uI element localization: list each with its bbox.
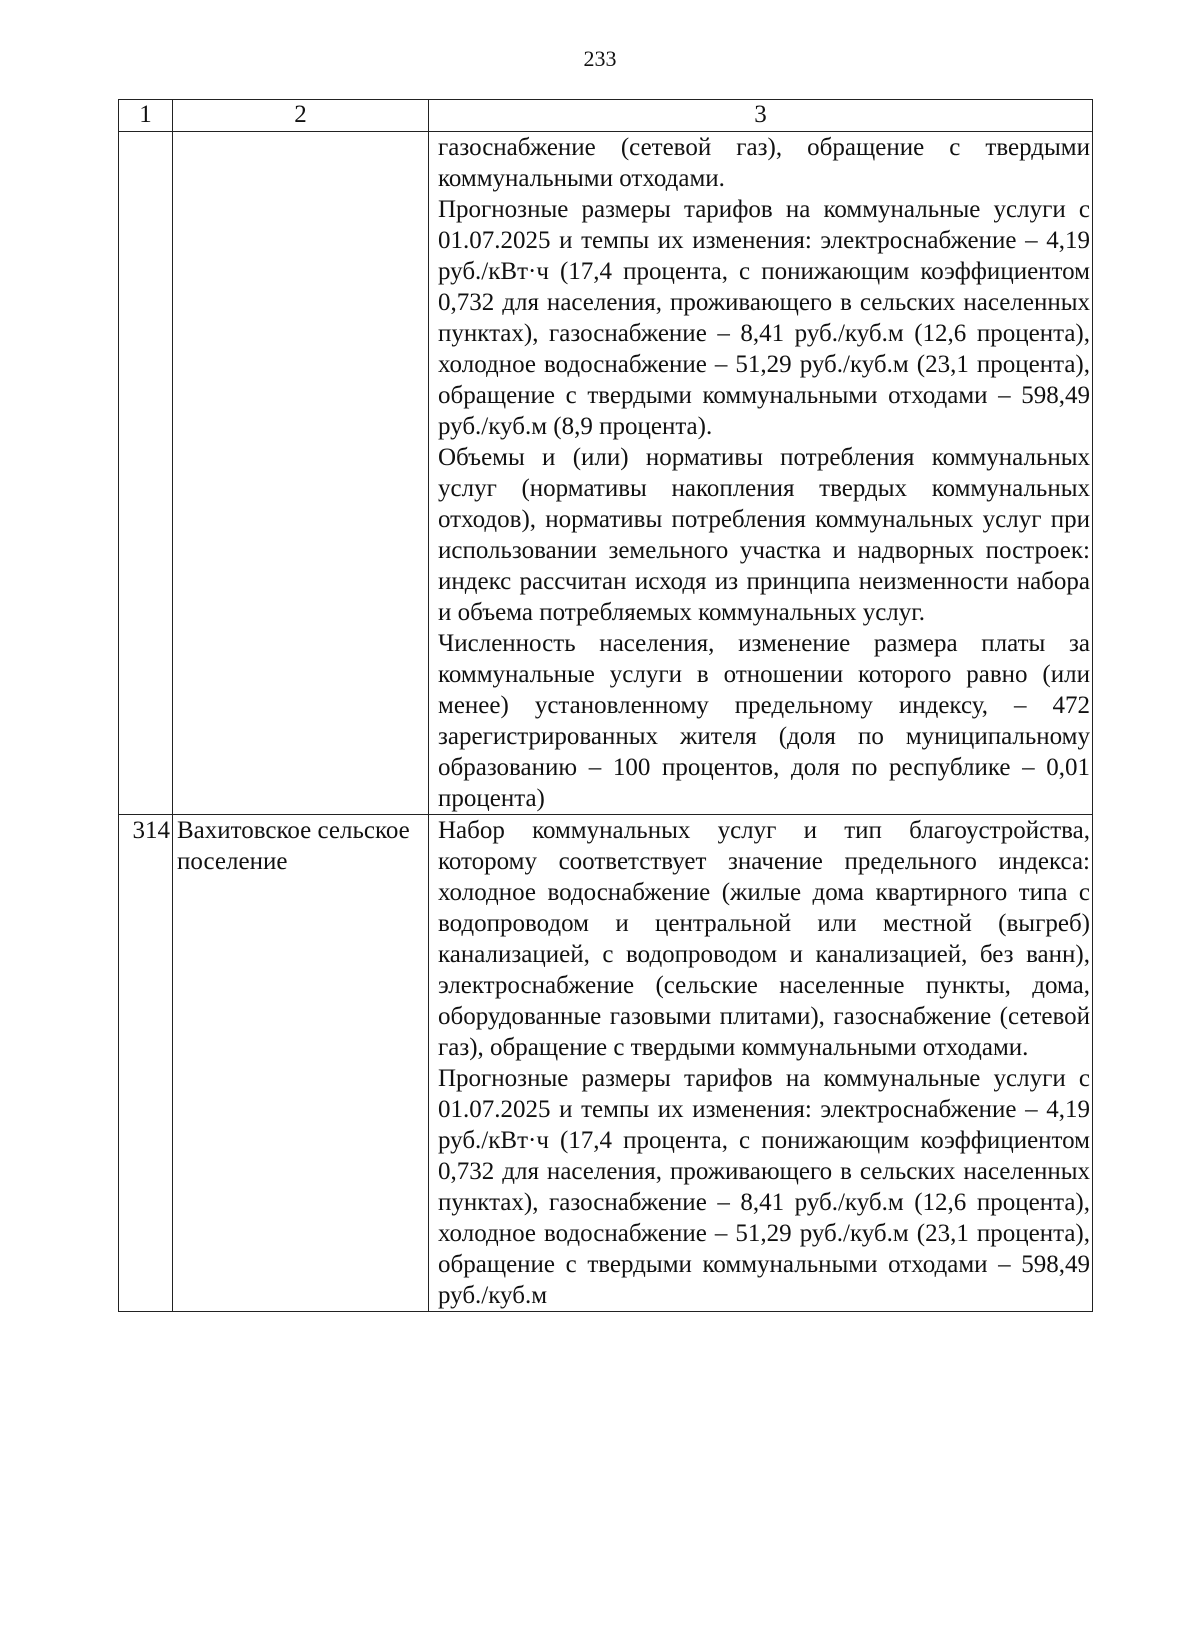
table-row	[119, 815, 1093, 1312]
description-cell	[429, 815, 1093, 1312]
row-number	[119, 132, 173, 815]
paragraph: Объемы и (или) нормативы потребления коммунальных услуг (нормативы накопления твердых коммунальных отходов), нормативы потребления коммунальных услуг при использовании земельного участка и надворных построек: индекс рассчитан исходя из принципа неизменности набора и объема потребляемых коммунальных услуг.	[438, 444, 1090, 626]
page-number: 233	[583, 46, 617, 71]
column-header-1: 1	[119, 100, 173, 132]
table-row	[119, 132, 1093, 815]
paragraph: газоснабжение (сетевой газ), обращение с твердыми коммунальными отходами.	[438, 134, 1090, 192]
column-header-2: 2	[173, 100, 429, 132]
data-table	[118, 99, 1093, 1312]
paragraph: Прогнозные размеры тарифов на коммунальные услуги с 01.07.2025 и темпы их изменения: электроснабжение – 4,19 руб./кВт·ч (17,4 процента, с понижающим коэффициентом 0,732 для населения, проживающего в сельских населенных пунктах), газоснабжение – 8,41 руб./куб.м (12,6 процента), холодное водоснабжение – 51,29 руб./куб.м (23,1 процента), обращение с твердыми коммунальными отходами – 598,49 руб./куб.м (8,9 процента).	[438, 196, 1090, 440]
paragraph: Численность населения, изменение размера платы за коммунальные услуги в отношении которого равно (или менее) установленному предельному индексу, – 472 зарегистрированных жителя (доля по муниципальному образованию – 100 процентов, доля по республике – 0,01 процента)	[438, 630, 1090, 812]
municipality-name	[173, 132, 429, 815]
paragraph: Прогнозные размеры тарифов на коммунальные услуги с 01.07.2025 и темпы их изменения: электроснабжение – 4,19 руб./кВт·ч (17,4 процента, с понижающим коэффициентом 0,732 для населения, проживающего в сельских населенных пунктах), газоснабжение – 8,41 руб./куб.м (12,6 процента), холодное водоснабжение – 51,29 руб./куб.м (23,1 процента), обращение с твердыми коммунальными отходами – 598,49 руб./куб.м	[438, 1065, 1090, 1309]
column-header-3: 3	[429, 100, 1093, 132]
table-header-row	[119, 100, 1093, 132]
row-number: 314	[119, 815, 173, 1312]
municipality-name: Вахитовское сельское поселение	[173, 815, 429, 1312]
paragraph: Набор коммунальных услуг и тип благоустройства, которому соответствует значение предельного индекса: холодное водоснабжение (жилые дома квартирного типа с водопроводом и центральной или местной (выгреб) канализацией, с водопроводом и канализацией, без ванн), электроснабжение (сельские населенные пункты, дома, оборудованные газовыми плитами), газоснабжение (сетевой газ), обращение с твердыми коммунальными отходами.	[438, 817, 1090, 1061]
description-cell	[429, 132, 1093, 815]
